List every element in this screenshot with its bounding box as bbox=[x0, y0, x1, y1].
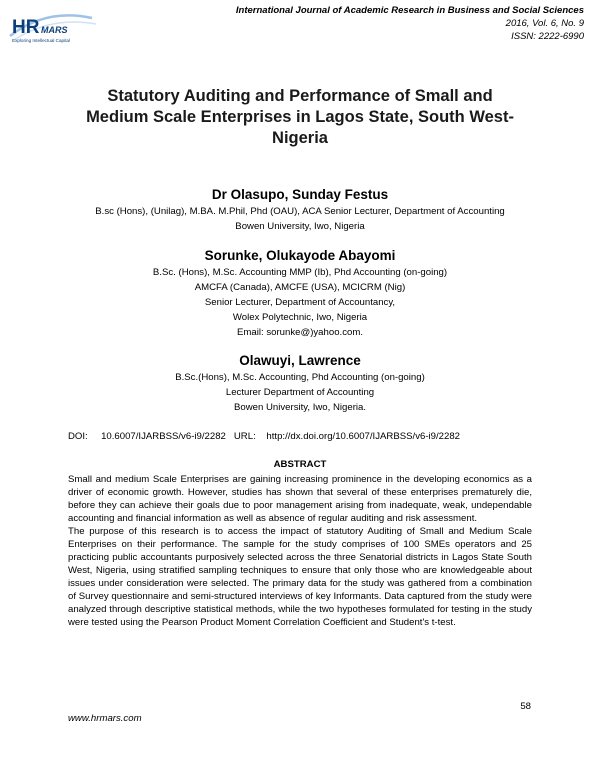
author-name: Sorunke, Olukayode Abayomi bbox=[204, 248, 396, 263]
doi-url-link[interactable]: http://dx.doi.org/10.6007/IJARBSS/v6-i9/2282 bbox=[266, 431, 461, 442]
hrmars-logo-mark bbox=[6, 6, 100, 46]
author-affiliation-line: Wolex Polytechnic, Iwo, Nigeria bbox=[232, 312, 368, 323]
page-number: 58 bbox=[520, 701, 531, 712]
abstract-heading: ABSTRACT bbox=[273, 459, 327, 470]
hrmars-logo bbox=[6, 6, 100, 46]
url-label: URL: bbox=[233, 431, 256, 442]
author-email: Email: sorunke@)yahoo.com. bbox=[237, 327, 363, 338]
author-affiliation-line: B.Sc. (Hons), M.Sc. Accounting MMP (Ib), Phd Accounting (on-going) bbox=[152, 267, 448, 278]
journal-header bbox=[236, 4, 584, 43]
doi-value[interactable]: 10.6007/IJARBSS/v6-i9/2282 bbox=[101, 431, 226, 442]
abstract-paragraph: The purpose of this research is to access the impact of statutory Auditing of Small and Medium Scale Enterprises on their performance. The sample for the study comprises of 100 SMEs operators and 25 practicing public accountants purposively selected across the three Senatorial districts in Lagos State South West, Nigeria, using stratified sampling techniques to ensure that only those who are knowledgeable about issues under consideration were selected. The primary data for the study was gathered from a combination of Survey questionnaire and semi-structured interviews of key Informants. Data captured from the study were analyzed through descriptive statistical methods, while the two hypotheses formulated for testing in the study were tested using the Pearson Product Moment Correlation Coefficient and Student's t-test. bbox=[68, 526, 532, 628]
author-affiliation-line: Senior Lecturer, Department of Accountancy, bbox=[204, 297, 396, 308]
abstract-paragraph: Small and medium Scale Enterprises are gaining increasing prominence in the developing economics as a driver of economic growth. However, studies has shown that several of these enterprises prematurely die, before they can achieve their goals due to poor management arising from inadequate, weak, undependable accounting and financial information as well as absence of regular auditing and risk assessment. bbox=[68, 474, 532, 524]
author-name: Olawuyi, Lawrence bbox=[239, 353, 361, 368]
journal-name: International Journal of Academic Research in Business and Social Sciences bbox=[235, 5, 584, 16]
author-affiliation-line: Lecturer Department of Accounting bbox=[225, 387, 375, 398]
journal-issn: ISSN: 2222-6990 bbox=[511, 31, 584, 42]
logo-tagline: Exploring Intellectual Capital bbox=[12, 38, 70, 43]
logo-text: HR bbox=[12, 17, 40, 38]
author-name: Dr Olasupo, Sunday Festus bbox=[211, 187, 389, 202]
doi-label: DOI: bbox=[68, 431, 88, 442]
website-link[interactable]: www.hrmars.com bbox=[68, 713, 142, 724]
author-affiliation-line: B.Sc.(Hons), M.Sc. Accounting, Phd Accounting (on-going) bbox=[175, 372, 425, 383]
author-affiliation-line: Bowen University, Iwo, Nigeria. bbox=[233, 402, 367, 413]
author-affiliation-line: Bowen University, Iwo, Nigeria bbox=[235, 221, 365, 232]
doi-line bbox=[68, 431, 460, 442]
author-block-1 bbox=[40, 186, 560, 234]
author-block-3 bbox=[40, 352, 560, 415]
logo-mark-text: MARS bbox=[41, 25, 68, 35]
abstract-body bbox=[68, 473, 532, 629]
author-block-2 bbox=[40, 247, 560, 340]
paper-title: Statutory Auditing and Performance of Small and Medium Scale Enterprises in Lagos State, South West-Nigeria bbox=[86, 87, 514, 147]
author-affiliation-line: B.sc (Hons), (Unilag), M.BA. M.Phil, Phd (OAU), ACA Senior Lecturer, Department of Accounting bbox=[95, 206, 505, 217]
author-affiliation-line: AMCFA (Canada), AMCFE (USA), MCICRM (Nig) bbox=[194, 282, 406, 293]
journal-volume: 2016, Vol. 6, No. 9 bbox=[505, 18, 584, 29]
